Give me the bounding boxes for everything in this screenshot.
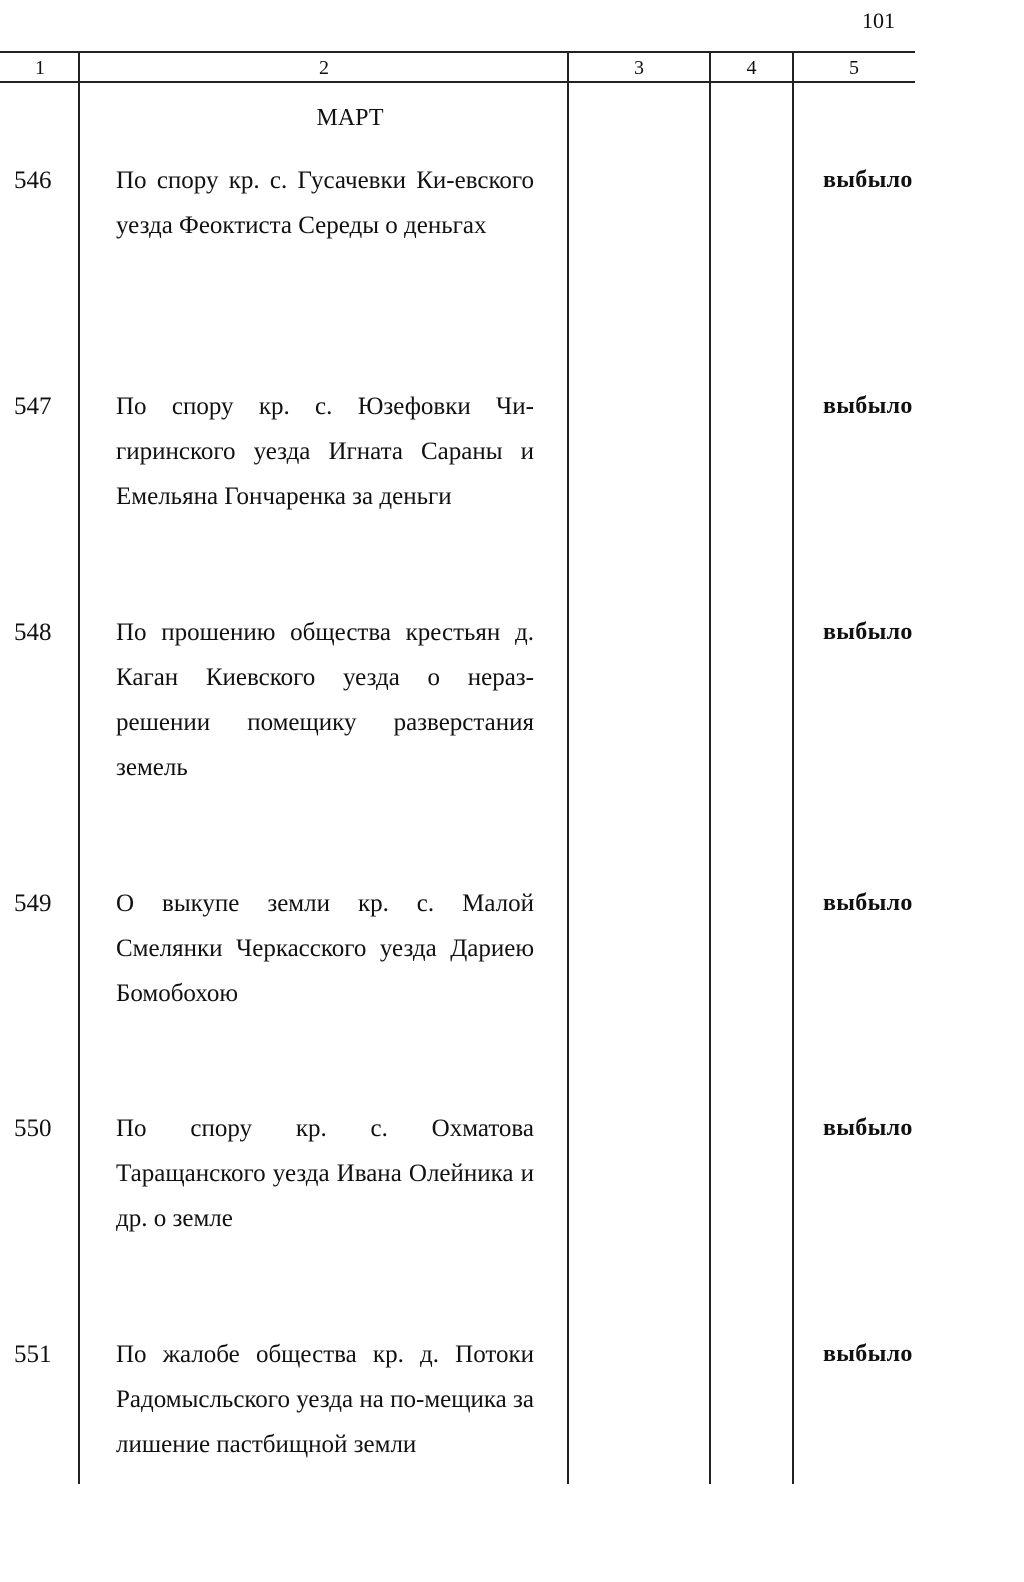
entry-status: выбыло — [823, 167, 913, 193]
entry-description: По спору кр. с. Гусачевки Ки-евского уезда Феоктиста Середы о деньгах — [116, 167, 534, 239]
column-divider — [78, 52, 80, 1484]
entry-status: выбыло — [823, 619, 913, 645]
entry-number: 546 — [14, 167, 52, 194]
column-header-3: 3 — [634, 57, 644, 79]
page-number: 101 — [862, 8, 895, 33]
entry-status: выбыло — [823, 393, 913, 419]
entry-number: 550 — [14, 1115, 52, 1142]
column-divider — [792, 52, 794, 1484]
entry-description: О выкупе земли кр. с. Малой Смелянки Черкасского уезда Дариею Бомобохою — [116, 890, 534, 1007]
entry-status: выбыло — [823, 1115, 913, 1141]
entry-status: выбыло — [823, 890, 913, 916]
column-header-4: 4 — [746, 57, 757, 79]
column-header-5: 5 — [849, 57, 859, 79]
entry-description: По прошению общества крестьян д. Каган Киевского уезда о нераз-решении помещику разверстания земель — [116, 619, 534, 781]
column-divider — [567, 52, 569, 1484]
table-top-rule — [0, 51, 915, 53]
column-header-1: 1 — [35, 57, 45, 79]
entry-description: По спору кр. с. Юзефовки Чи-гиринского уезда Игната Сараны и Емельяна Гончаренка за деньги — [116, 393, 534, 510]
entry-number: 549 — [14, 890, 52, 917]
month-heading: МАРТ — [316, 105, 384, 131]
entry-description: По жалобе общества кр. д. Потоки Радомысльского уезда на по-мещика за лишение пастбищной земли — [116, 1341, 534, 1458]
entry-number: 551 — [14, 1341, 52, 1368]
entry-number: 548 — [14, 619, 52, 646]
column-divider — [709, 52, 711, 1484]
column-header-2: 2 — [319, 57, 329, 79]
entry-status: выбыло — [823, 1341, 913, 1367]
entry-number: 547 — [14, 393, 52, 420]
entry-description: По спору кр. с. Охматова Таращанского уезда Ивана Олейника и др. о земле — [116, 1115, 534, 1232]
